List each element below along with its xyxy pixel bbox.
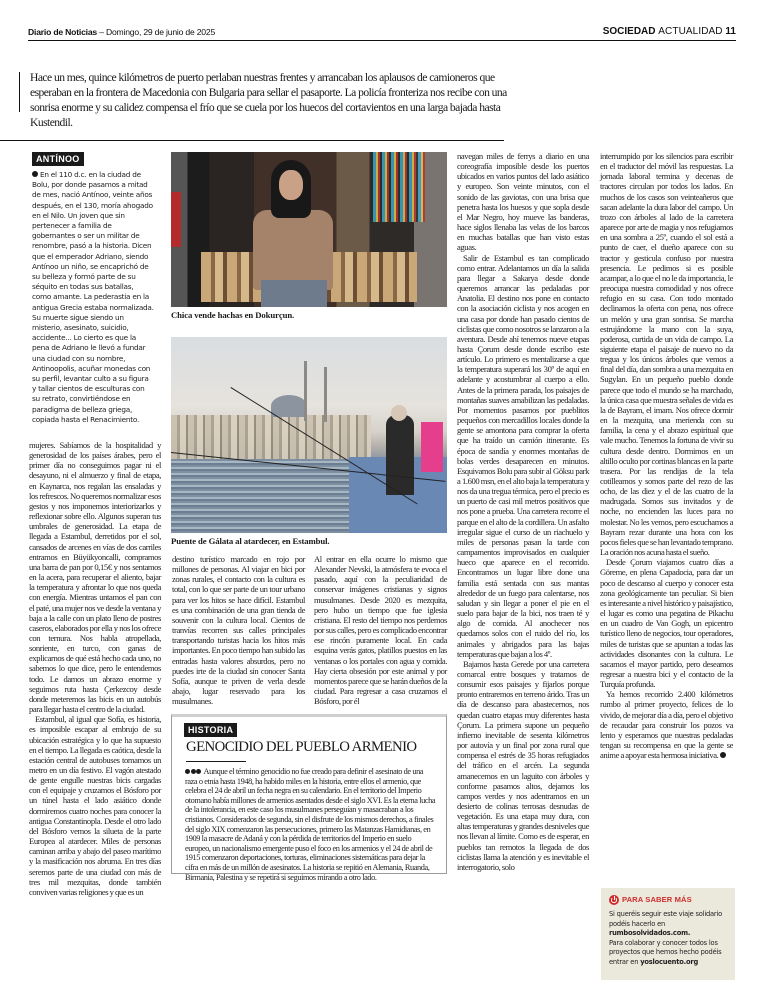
photo-face [279,170,303,200]
info-line-1: Si queréis seguir este viaje solidario podéis hacerlo en [609,910,723,928]
photo-skyline [171,415,371,459]
photo-fisherman [386,415,414,495]
more-info-box [601,888,735,980]
history-title: GENOCIDIO DEL PUEBLO ARMENIO [186,739,417,755]
photo-minaret [324,367,327,422]
paragraph: destino turístico marcado en rojo por millones de personas. Al viajar en bici por zonas rurales, el contacto con la cultura es total, con lo que ser parte de un tour urbano para ver los hitos se hace difícil. Estambul es una combinación de una gran tienda de souvenir con la cultura local. Cientos de tranvías recorren sus calles principales transportando turistas hacia los hitos más importantes. En poco tiempo han subido las entradas hasta valores absurdos, pero no puedes irte de la ciudad sin conocer Santa Sofía, aunque te priven de verla desde abajo, lugar reservado para los musulmanes. [172,554,305,707]
subsection-name: ACTUALIDAD [658,26,723,37]
photo-hanging-goods [373,152,425,222]
photo-caption-1: Chica vende hachas en Dokurçun. [171,310,295,320]
paragraph: Al entrar en ella ocurre lo mismo que Alexander Nevski, la atmósfera te evoca el pasado, aquí con la peculiaridad de conservar imágenes cristianas y signos musulmanes. Desde 2020 es mezquita, pero hubo un tiempo que fue iglesia cristiana. El resto del tiempo nos perdemos por sus calles, pero es complicado encontrar ese rincón puramente local. En cada esquina verás gatos, platillos puestos en las ventanas o los portales con agua y comida. Hay cierta obsesión por este animal y por momentos parece que se harán dueños de la ciudad. Para regresar a casa cruzamos el Bósforo, por él [314,554,447,707]
antinoo-kicker: ANTÍNOO [32,152,84,166]
publication-date: Domingo, 29 de junio de 2025 [105,27,216,37]
history-sidebar [171,714,447,882]
paragraph: mujeres. Sabíamos de la hospitalidad y generosidad de los países árabes, pero el primer día no conseguimos pagar ni el desayuno, ni el almuerzo y final de etapa, en Kaynarca, nos regalan las ensaladas y los refrescos. No queremos normalizar esos gestos y nos imponemos interiorizarlos y reflexionar sobre ello. Algunos superan tus umbrales de generosidad. La etapa de llegada a Estambul, derretidos por el sol, cansados de arcenes en vías de dos carriles entramos en Büyükyoncalli, compramos una barra de pan por 0,15€ y nos sentamos en la acera, para recuperar el aliento, bajar la temperatura y afrontar lo que nos queda con energía. Mientras untamos el pan con el paté, una mujer nos ve desde la ventana y baja a la calle con un plato lleno de postres caseros, elaborados por ella y nos los ofrece con ternura. Nos habla atropellada, sonriente, en turco, con ganas de explicarnos de qué está hecho cada uno, no sabemos lo que dice, pero le entendemos todo. Le damos un abrazo enorme y seguimos ruta hasta Çerkezcoy desde donde meteremos las bicis en un autobús para llegar hasta el centro de la ciudad. [29,440,161,715]
lead-text: Hace un mes, quince kilómetros de puerto perlaban nuestras frentes y arrancaban los aplausos de camioneros que esperaban en la frontera de Macedonia con Bulgaria para sellar el pasaporte. La policía fronteriza nos recibe con una sonrisa enorme y su calidez compensa el frío que se cuela por los huecos del cortavientos en una larga bajada hasta Kustendil. [30,71,507,129]
photo-jacket [253,210,333,290]
paragraph: Salir de Estambul es tan complicado como entrar. Adelantamos un día la salida para llegar a Sakarya desde donde queremos arrancar las pedaladas por Anatolia. El destino nos pone en contacto con la asociación ciclista y nos acogen en una casa por donde han pasado cientos de ciclistas que como nosotros se lanzaron a la aventura. Desde ahí tenemos nueve etapas hasta Çorum desde donde escribo este artículo. Lo primero es mentalizarse a que la temperatura superará los 30º de aquí en adelante y acostumbrar al cuerpo a ello. Antes de la primera parada, los paisajes de montañas suaves amabilizan las pedaladas. Por momentos pasamos por pueblitos pequeños con mercadillos locales donde la gente se amontona para comprar la oferta que ha traído un camión itinerante. Es época de sandía y enormes montañas de bolas verdes desaparecen en minutos. Esquivamos Bolu para subir al Göksu park a 1.600 msn, en el alto baja la temperatura y nos da una tregua térmica, pero el precio es un puerto de casi mil metros positivos que nos pone a prueba. Una carretera recorre el parque en el alto de la cordillera. Un asfalto irregular sigue el curso de un riachuelo y miles de personas pasan la tarde con campamentos improvisados en cualquier hueco que aparece en el recorrido. Encontramos un lugar libre done una familia está sentada con sus mantas alrededor de un fuego para calentarse, nos saludan y sin llegar a poner el pie en el suelo para bajar de la bici, nos traen té y algo de comida. Al anochecer nos quedamos solos con el ruido del río, los animales y abrigados para las bajas temperaturas que bajan a los 4º. [457,252,589,659]
history-kicker: HISTORIA [184,723,237,737]
paragraph: Estambul, al igual que Sofía, es historia, es imposible escapar al embrujo de su ubicación estratégica y lo que ha supuesto en el tiempo. La llegada es caótica, desde la estación central de autobuses tomamos un metro en un día festivo. El vagón atestado de gente engulle nuestras bicis cargadas con el equipaje y cruzamos el Bósforo por un túnel hasta el lado asiático donde dormiremos cuatro noches para conocer la antigua Constantinopla. Desde el otro lado del Bósforo vemos la silueta de la parte Europea al atardecer. Miles de personas caminan arriba y abajo del paseo marítimo y la masificación nos abruma. En tres días seremos parte de una ciudad con más de tres mil mezquitas, donde también conviven varias religiones y que es un [29,714,161,897]
end-mark-icon [720,752,726,758]
link-rumbosolvidados[interactable]: rumbosolvidados.com. [609,929,691,938]
photo-van-taillight [171,192,181,247]
section-name: SOCIEDAD [602,26,656,37]
lead-divider [0,140,504,141]
paragraph: Desde Çorum viajamos cuatro días a Göreme, en plena Capadocia, para dar un poco de descanso al cuerpo y conocer esta zona geológicamente tan peculiar. Si bien es interesante a nivel histórico y paisajístico, el lugar es como una pegatina de Pikachu en un cuadro de Van Gogh, un epicentro turístico lleno de negocios, tour operadores, miles de turistas que se apuntan a todas las actividades disonantes con la cultura. Le sacamos el mayor partido, pero deseamos regresar a nuestra bici y el contacto de la Turquía profunda. [600,557,733,690]
more-info-header [609,895,692,905]
antinoo-body: En el 110 d.c. en la ciudad de Bolu, por donde pasamos a mitad de mes, nació Antínoo, veinte años después, en el 130, moría ahogado en el Nilo. Un joven que sin pertenecer a familia de gobernantes o ser un militar de renombre, pasó a la historia. Dicen que el emperador Adriano, siendo Antínoo un niño, se encaprichó de su belleza y formó parte de su séquito en todas sus batallas, como amante. La pederastia en la antigua Grecia estaba normalizada. Su muerte sigue siendo un misterio, asesinato, suicidio, accidente... Lo cierto es que la pena de Adriano le llevó a fundar una ciudad con su nombre, Antinoopolis, acuñar monedas con su perfil, levantar culto a su figura y tallar cientos de esculturas con su retrato, convirtiéndose en paradigma de belleza griega, copiada hasta el Renacimiento. [32,170,154,424]
photo-fisherman-head [391,405,407,421]
antinoo-sidebar-text [32,170,154,425]
body-column-3 [314,554,447,706]
photo-mosque-dome [271,395,307,417]
history-text [185,767,437,882]
info-line-2: Para colaborar y conocer todos los proyectos que hemos hecho podéis entrar en [609,938,722,966]
more-info-text [609,910,731,968]
photo-caption-2: Puente de Gálata al atardecer, en Estambul. [171,536,330,546]
final-text: Ya hemos recorrido 2.400 kilómetros rumbo al primer proyecto, felices de lo vivido, de mejorar día a día, pero el objetivo de recaudar para construir los pozos va lento y esperamos que nuestras pedaladas tengan su recompensa en que la gente se anime a apoyar esta hermosa iniciativa. [600,689,733,761]
publication-dateline [28,27,215,38]
body-column-1 [29,440,161,897]
paragraph: interrumpido por los silencios para escribir en el traductor del móvil las respuestas. La jornada laboral termina y decenas de tractores circulan por todos los lados. En muchos de los casos son veinteañeros que sacan adelante la dura labor del campo. Un trozo con árboles al lado de la carretera aparece por arte de magia y nos refugiamos en una sombra a 25º, cuando el sol está a punto de caer, el dueño aparece con su tractor y gesticula confuso por nuestra presencia. Le pedimos si es posible acampar, a lo que el no le da importancia, le preocupa nuestra comodidad y nos ofrece refugio en su casa. Con todo montado declinamos la oferta con pena, nos ofrece un melón y una gran sonrisa. Se marcha estrujándome la mano con la suya, poderosa, curtida de un vida de campo. La siguiente etapa el paisaje de nuevo no da tregua y los únicos árboles que vemos a final del día, dan sombra a una mezquita en Sugylan. En un pequeño pueblo donde parece que todo el mundo se ha marchado, la única casa que muestra señales de vida es la de Bayram, el imam. Nos ofrece dormir en la mezquita, una merienda con su familia, la cena y el abrazo espiritual que vale mucho. Tenemos la fortuna de vivir su cultura desde dentro. Dormimos en un altillo oculto por cortinas blancas en la parte trasera. Por las rendijas de la tela cotilleamos y somos parte del rezo de las ocho, de las diez y el de las cuatro de la madrugada. Somos sus invitados y de noche, no encienden las luces para no molestar. No les vemos, pero escuchamos a Bayram rezar durante una hora con los pocos fieles que se han levantado temprano. La oración nos acuna hasta el sueño. [600,151,733,558]
page-number: 11 [725,26,736,37]
power-icon [609,895,619,905]
article-lead [19,71,507,129]
photo-galata-bridge [171,337,447,533]
page-header [28,27,736,41]
history-title-rule [186,761,246,762]
link-yoslocuento[interactable]: yoslocuento.org [640,957,699,966]
photo-fisherman-pink [421,422,443,472]
more-info-title: PARA SABER MÁS [622,895,692,904]
dateline-separator: – [97,27,106,37]
photo-woman [253,160,333,307]
body-column-4 [457,151,589,872]
body-column-2 [172,554,305,706]
section-folio [603,26,736,38]
body-column-5 [600,151,733,760]
paragraph: navegan miles de ferrys a diario en una coreografía imposible desde los puertos ubicados en varios puntos del lado asiático y europeo. Son veinte minutos, con el sonido de las gaviotas, con una brisa que penetra hasta los huesos y que sopla desde el Mar Negro, hoy mueve las banderas, hace siglos llenaba las velas de los barcos en muchas batallas que han visto estas aguas. [457,151,589,253]
paragraph-final [600,689,733,760]
photo-minaret [304,361,307,421]
history-body: Aunque el término genocidio no fue creado para definir el asesinato de una raza o etnia hasta 1948, ha habido miles en la historia, entre ellos el armenio, que celebra el 24 de abril un fecha negra en su calendario. En el territorio del Imperio otomano había millones de armenios asentados desde el siglo XVI. Es la eterna lucha de la intolerancia, en este caso los musulmanes perseguían y masacraban a los cristianos. Considerados de segunda, sin el disfrute de los mismos derechos, a finales del siglo XIX comenzaron las persecuciones, primero las Matanzas Hamidianas, en 1909 la masacre de Adaná y con la pérdida de territorios del Imperio en suelo europeo, un nacionalismo emergente puso el foco en los armenios y el 24 de abril de 1915 comenzaron deportaciones, torturas, eliminaciones sistemáticas para dejar la cifra en más de un millón de asesinatos. La historia se repitió en Alemania, Ruanda, Birmania, Palestina y se repetirá si seguimos mirando a otro lado. [185,767,436,882]
photo-jeans [261,280,327,307]
three-dots-icon [185,767,202,777]
publication-name: Diario de Noticias [28,27,97,37]
bullet-icon [32,171,38,177]
paragraph: Bajamos hasta Gerede por una carretera comarcal entre bosques y tratamos de consumir esos paisajes y fijarlos porque pronto entraremos en terreno árido. Tras un día de descanso para abastecernos, nos quedan cuatro etapas muy diferentes hasta Çorum. La primera supone un pequeño infierno inevitable de sesenta kilómetros por autovía y un final por zona rural que compensa el estrés de 35 horas refugiados del tráfico en el arcén. La segunda amanecemos en un laguito con árboles y conforme pasamos altos, dejamos los campos verdes y nos adentramos en un desierto de colinas terrosas desnudas de vegetación. Es una etapa muy dura, con altas temperaturas y grandes desniveles que nos llevan al límite. Como es de esperar, en pueblos tan remotos la llegada de dos ciclistas llama la atención y es inevitable el interrogatorio, solo [457,658,589,872]
photo-axe-seller [171,152,447,307]
